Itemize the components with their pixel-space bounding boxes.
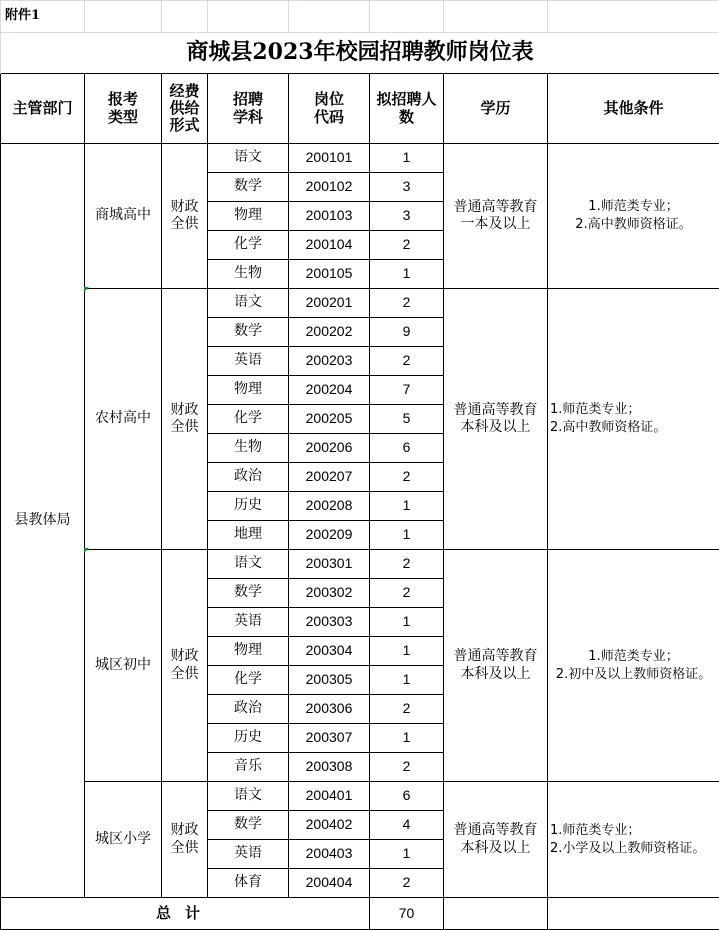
position-code-cell[interactable]: 200205 bbox=[289, 405, 370, 434]
header-exam-type bbox=[85, 74, 162, 144]
position-code-cell[interactable]: 200101 bbox=[289, 144, 370, 173]
subject-cell[interactable]: 历史 bbox=[208, 492, 289, 521]
headcount-cell[interactable]: 5 bbox=[370, 405, 444, 434]
subject-cell[interactable]: 数学 bbox=[208, 579, 289, 608]
empty-cell[interactable] bbox=[548, 1, 719, 33]
header-row bbox=[1, 74, 719, 144]
header-education: 学历 bbox=[444, 74, 548, 144]
position-code-cell[interactable]: 200203 bbox=[289, 347, 370, 376]
condition-line: 1.师范类专业； bbox=[588, 199, 679, 215]
position-code-cell[interactable]: 200308 bbox=[289, 753, 370, 782]
conditions-cell[interactable] bbox=[548, 289, 719, 550]
position-code-cell[interactable]: 200402 bbox=[289, 811, 370, 840]
headcount-cell[interactable]: 2 bbox=[370, 579, 444, 608]
empty-cell[interactable] bbox=[85, 1, 162, 33]
subject-cell[interactable]: 数学 bbox=[208, 811, 289, 840]
condition-line: 1.师范类专业； bbox=[550, 822, 641, 838]
subject-cell[interactable]: 生物 bbox=[208, 434, 289, 463]
empty-cell[interactable] bbox=[444, 1, 548, 33]
exam-type-cell[interactable]: 商城高中 bbox=[85, 144, 162, 289]
header-funding-text: 经费供给形式 bbox=[169, 81, 200, 135]
condition-line: 2.高中教师资格证。 bbox=[550, 420, 667, 435]
funding-text: 财政全供 bbox=[170, 401, 199, 435]
attachment-label: 附件1 bbox=[1, 1, 85, 33]
headcount-cell[interactable]: 3 bbox=[370, 173, 444, 202]
empty-cell[interactable] bbox=[162, 1, 208, 33]
position-code-cell[interactable]: 200102 bbox=[289, 173, 370, 202]
condition-line: 2.小学及以上教师资格证。 bbox=[550, 840, 706, 856]
position-code-cell[interactable]: 200104 bbox=[289, 231, 370, 260]
subject-cell[interactable]: 语文 bbox=[208, 289, 289, 318]
subject-cell[interactable]: 数学 bbox=[208, 318, 289, 347]
subject-cell[interactable]: 历史 bbox=[208, 724, 289, 753]
condition-line: 1.师范类专业； bbox=[588, 648, 679, 664]
funding-text: 财政全供 bbox=[170, 822, 199, 856]
position-code-cell[interactable]: 200202 bbox=[289, 318, 370, 347]
headcount-cell[interactable]: 1 bbox=[370, 840, 444, 869]
education-text: 普通高等教育本科及以上 bbox=[453, 401, 538, 435]
table-row bbox=[1, 550, 719, 579]
headcount-cell[interactable]: 1 bbox=[370, 666, 444, 695]
funding-cell[interactable] bbox=[162, 550, 208, 782]
department-cell[interactable]: 县教体局 bbox=[1, 144, 85, 898]
header-subject-text: 招聘学科 bbox=[232, 90, 263, 126]
header-code bbox=[289, 74, 370, 144]
headcount-cell[interactable]: 2 bbox=[370, 289, 444, 318]
education-cell[interactable] bbox=[444, 550, 548, 782]
position-code-cell[interactable]: 200207 bbox=[289, 463, 370, 492]
headcount-cell[interactable]: 2 bbox=[370, 869, 444, 898]
position-code-cell[interactable]: 200204 bbox=[289, 376, 370, 405]
title-row bbox=[1, 33, 719, 74]
headcount-cell[interactable]: 2 bbox=[370, 695, 444, 724]
attachment-row bbox=[1, 1, 719, 33]
header-funding bbox=[162, 74, 208, 144]
funding-cell[interactable] bbox=[162, 144, 208, 289]
subject-cell[interactable]: 物理 bbox=[208, 637, 289, 666]
headcount-cell[interactable]: 9 bbox=[370, 318, 444, 347]
education-cell[interactable] bbox=[444, 782, 548, 898]
headcount-cell[interactable]: 4 bbox=[370, 811, 444, 840]
table-row bbox=[1, 289, 719, 318]
header-count bbox=[370, 74, 444, 144]
exam-type-cell[interactable]: 农村高中 bbox=[85, 289, 162, 550]
subject-cell[interactable]: 物理 bbox=[208, 202, 289, 231]
total-row bbox=[1, 898, 719, 930]
empty-cell[interactable] bbox=[548, 898, 719, 930]
comment-marker bbox=[84, 287, 89, 292]
condition-line: 1.师范类专业； bbox=[550, 402, 641, 418]
subject-cell[interactable]: 音乐 bbox=[208, 753, 289, 782]
headcount-cell[interactable]: 1 bbox=[370, 492, 444, 521]
education-text: 普通高等教育一本及以上 bbox=[453, 198, 538, 232]
headcount-cell[interactable]: 6 bbox=[370, 434, 444, 463]
position-code-cell[interactable]: 200208 bbox=[289, 492, 370, 521]
education-text: 普通高等教育本科及以上 bbox=[453, 822, 538, 856]
table-row bbox=[1, 144, 719, 173]
position-code-cell[interactable]: 200305 bbox=[289, 666, 370, 695]
subject-cell[interactable]: 化学 bbox=[208, 666, 289, 695]
position-code-cell[interactable]: 200403 bbox=[289, 840, 370, 869]
headcount-cell[interactable]: 1 bbox=[370, 144, 444, 173]
condition-line: 2.初中及以上教师资格证。 bbox=[555, 666, 712, 682]
subject-cell[interactable]: 政治 bbox=[208, 695, 289, 724]
subject-cell[interactable]: 英语 bbox=[208, 840, 289, 869]
table-row bbox=[1, 782, 719, 811]
headcount-cell[interactable]: 2 bbox=[370, 753, 444, 782]
header-subject bbox=[208, 74, 289, 144]
subject-cell[interactable]: 语文 bbox=[208, 782, 289, 811]
subject-cell[interactable]: 英语 bbox=[208, 608, 289, 637]
position-code-cell[interactable]: 200303 bbox=[289, 608, 370, 637]
subject-cell[interactable]: 地理 bbox=[208, 521, 289, 550]
header-department: 主管部门 bbox=[1, 74, 85, 144]
headcount-cell[interactable]: 1 bbox=[370, 260, 444, 289]
header-exam-type-text: 报考类型 bbox=[107, 90, 138, 126]
headcount-cell[interactable]: 1 bbox=[370, 521, 444, 550]
subject-cell[interactable]: 英语 bbox=[208, 347, 289, 376]
headcount-cell[interactable]: 7 bbox=[370, 376, 444, 405]
subject-cell[interactable]: 化学 bbox=[208, 231, 289, 260]
education-cell[interactable] bbox=[444, 144, 548, 289]
header-conditions: 其他条件 bbox=[548, 74, 719, 144]
position-code-cell[interactable]: 200105 bbox=[289, 260, 370, 289]
funding-cell[interactable] bbox=[162, 289, 208, 550]
funding-text: 财政全供 bbox=[170, 648, 199, 682]
position-code-cell[interactable]: 200103 bbox=[289, 202, 370, 231]
conditions-cell[interactable] bbox=[548, 782, 719, 898]
headcount-cell[interactable]: 3 bbox=[370, 202, 444, 231]
funding-cell[interactable] bbox=[162, 782, 208, 898]
empty-cell[interactable] bbox=[370, 1, 444, 33]
subject-cell[interactable]: 体育 bbox=[208, 869, 289, 898]
condition-line: 2.高中教师资格证。 bbox=[575, 217, 692, 232]
total-label: 总计 bbox=[1, 898, 370, 930]
empty-cell[interactable] bbox=[289, 1, 370, 33]
conditions-cell[interactable] bbox=[548, 144, 719, 289]
header-count-text: 拟招聘人数 bbox=[376, 90, 437, 126]
headcount-cell[interactable]: 1 bbox=[370, 608, 444, 637]
position-code-cell[interactable]: 200306 bbox=[289, 695, 370, 724]
position-code-cell[interactable]: 200302 bbox=[289, 579, 370, 608]
education-text: 普通高等教育本科及以上 bbox=[453, 648, 538, 682]
subject-cell[interactable]: 语文 bbox=[208, 550, 289, 579]
subject-cell[interactable]: 化学 bbox=[208, 405, 289, 434]
exam-type-cell[interactable]: 城区小学 bbox=[85, 782, 162, 898]
headcount-cell[interactable]: 2 bbox=[370, 550, 444, 579]
headcount-cell[interactable]: 1 bbox=[370, 637, 444, 666]
position-code-cell[interactable]: 200304 bbox=[289, 637, 370, 666]
headcount-cell[interactable]: 6 bbox=[370, 782, 444, 811]
headcount-cell[interactable]: 2 bbox=[370, 463, 444, 492]
position-code-cell[interactable]: 200404 bbox=[289, 869, 370, 898]
education-cell[interactable] bbox=[444, 289, 548, 550]
subject-cell[interactable]: 物理 bbox=[208, 376, 289, 405]
empty-cell[interactable] bbox=[208, 1, 289, 33]
header-code-text: 岗位代码 bbox=[313, 90, 344, 126]
total-value: 70 bbox=[370, 898, 444, 930]
position-code-cell[interactable]: 200301 bbox=[289, 550, 370, 579]
headcount-cell[interactable]: 1 bbox=[370, 724, 444, 753]
position-code-cell[interactable]: 200206 bbox=[289, 434, 370, 463]
headcount-cell[interactable]: 2 bbox=[370, 231, 444, 260]
empty-cell[interactable] bbox=[444, 898, 548, 930]
position-code-cell[interactable]: 200307 bbox=[289, 724, 370, 753]
subject-cell[interactable]: 政治 bbox=[208, 463, 289, 492]
position-code-cell[interactable]: 200401 bbox=[289, 782, 370, 811]
comment-marker bbox=[84, 548, 89, 553]
subject-cell[interactable]: 生物 bbox=[208, 260, 289, 289]
position-code-cell[interactable]: 200201 bbox=[289, 289, 370, 318]
headcount-cell[interactable]: 2 bbox=[370, 347, 444, 376]
subject-cell[interactable]: 数学 bbox=[208, 173, 289, 202]
position-code-cell[interactable]: 200209 bbox=[289, 521, 370, 550]
subject-cell[interactable]: 语文 bbox=[208, 144, 289, 173]
page-title: 商城县2023年校园招聘教师岗位表 bbox=[1, 33, 719, 74]
conditions-cell[interactable] bbox=[548, 550, 719, 782]
exam-type-cell[interactable]: 城区初中 bbox=[85, 550, 162, 782]
funding-text: 财政全供 bbox=[170, 198, 199, 232]
